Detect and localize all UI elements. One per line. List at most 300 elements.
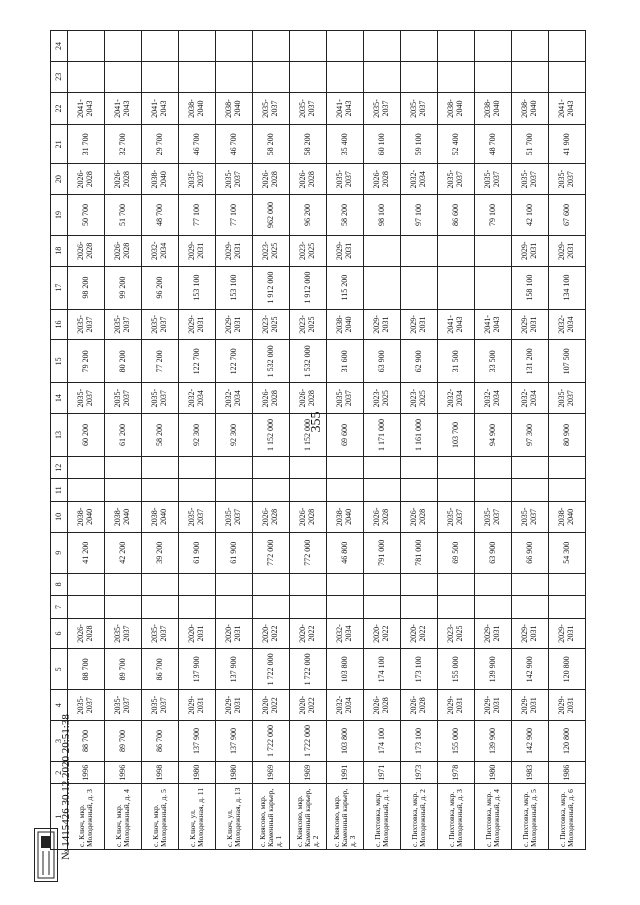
table-cell: 2035-2037 [68,309,105,340]
table-cell: 69 500 [438,532,475,573]
table-cell: 158 100 [512,266,549,309]
table-cell: 63 900 [475,532,512,573]
column-header: 24 [51,31,68,62]
table-cell [290,456,327,479]
table-cell [216,479,253,502]
table-cell: 137 900 [216,721,253,762]
column-header: 15 [51,340,68,383]
table-cell: 2023-2025 [290,309,327,340]
table-cell: 2035-2037 [401,92,438,125]
table-cell: 2029-2031 [216,235,253,266]
table-cell: 2041-2043 [68,92,105,125]
table-cell: 2035-2037 [512,164,549,195]
table-cell: 173 100 [401,649,438,690]
table-cell: 67 600 [549,194,586,235]
table-cell: 2035-2037 [216,164,253,195]
table-cell: 2032-2034 [179,383,216,414]
column-header: 13 [51,414,68,457]
table-cell: 58 200 [327,194,364,235]
table-cell [401,479,438,502]
table-cell [253,573,290,596]
table-cell [512,61,549,92]
table-row [216,31,253,850]
table-row [327,31,364,850]
table-cell [549,596,586,619]
table-cell: 2035-2037 [549,164,586,195]
document-registration-mark [60,600,76,860]
table-cell: 99 200 [105,266,142,309]
table-cell: 2038-2040 [142,164,179,195]
table-cell [105,61,142,92]
table-cell [512,31,549,62]
table-cell: 60 200 [68,414,105,457]
table-cell [364,573,401,596]
table-cell [438,479,475,502]
table-cell: 2029-2031 [179,235,216,266]
table-cell [290,573,327,596]
table-cell: 772 000 [253,532,290,573]
column-header: 9 [51,532,68,573]
table-cell: 39 200 [142,532,179,573]
table-cell: 2038-2040 [327,502,364,533]
table-cell: 2038-2040 [142,502,179,533]
table-cell: 2029-2031 [364,309,401,340]
table-cell: 2020-2022 [290,690,327,721]
table-cell: 1 912 000 [290,266,327,309]
table-cell: 772 000 [290,532,327,573]
table-cell: 2041-2043 [105,92,142,125]
table-cell: 153 100 [179,266,216,309]
table-cell [290,479,327,502]
table-cell: 77 100 [179,194,216,235]
table-cell [253,596,290,619]
table-cell: 1996 [68,761,105,784]
table-cell [401,31,438,62]
address-cell: с. Ключ, ул. Молодежная, д. 11 [179,784,216,850]
address-cell: с. Ключ, мкр. Молодежный, д. 3 [68,784,105,850]
table-cell [401,573,438,596]
table-cell: 69 600 [327,414,364,457]
column-header: 12 [51,456,68,479]
table-cell [105,479,142,502]
table-cell: 173 100 [401,721,438,762]
address-cell: с. Ключ, ул. Молодежная, д. 13 [216,784,253,850]
capital-repair-table [50,30,586,850]
table-cell: 77 200 [142,340,179,383]
table-cell [475,479,512,502]
table-cell [290,596,327,619]
table-cell: 2035-2037 [364,92,401,125]
address-cell: с. Пихтовка, мкр. Молодежный, д. 2 [401,784,438,850]
table-cell [68,61,105,92]
table-cell: 1973 [401,761,438,784]
table-cell: 2035-2037 [438,502,475,533]
table-cell [327,479,364,502]
table-cell: 1991 [327,761,364,784]
table-cell: 2035-2037 [216,502,253,533]
table-cell: 2020-2031 [216,618,253,649]
table-cell [179,61,216,92]
table-cell: 1980 [216,761,253,784]
table-cell: 2038-2040 [549,502,586,533]
table-cell: 88 700 [68,721,105,762]
table-cell: 2026-2028 [68,164,105,195]
table-cell: 2029-2031 [512,690,549,721]
table-cell: 2029-2031 [438,690,475,721]
table-cell: 46 800 [327,532,364,573]
table-cell: 2026-2028 [364,690,401,721]
table-cell [549,61,586,92]
table-cell: 2035-2037 [179,502,216,533]
table-cell: 2029-2031 [549,618,586,649]
table-cell: 62 900 [401,340,438,383]
table-cell: 2035-2037 [105,690,142,721]
table-cell: 54 300 [549,532,586,573]
table-cell: 2035-2037 [512,502,549,533]
table-cell: 2041-2043 [142,92,179,125]
table-cell [401,596,438,619]
table-cell [105,456,142,479]
table-cell: 66 900 [512,532,549,573]
table-cell [512,479,549,502]
table-cell: 2035-2037 [549,383,586,414]
table-cell: 2041-2043 [549,92,586,125]
table-cell: 139 900 [475,649,512,690]
table-cell: 1 722 000 [253,721,290,762]
table-cell: 1969 [253,761,290,784]
table-cell: 2023-2025 [438,618,475,649]
table-cell [475,573,512,596]
table-cell: 31 500 [438,340,475,383]
column-header: 3 [51,721,68,762]
table-cell: 155 000 [438,721,475,762]
table-cell: 1 152 000 [290,414,327,457]
table-cell [549,479,586,502]
table-cell: 58 200 [253,125,290,164]
table-cell [327,573,364,596]
table-cell: 2029-2031 [512,235,549,266]
table-cell: 46 700 [216,125,253,164]
table-cell [438,573,475,596]
table-cell [142,596,179,619]
table-cell: 122 700 [179,340,216,383]
table-cell: 41 200 [68,532,105,573]
table-cell: 1 532 000 [253,340,290,383]
table-cell: 2035-2037 [142,618,179,649]
table-cell: 61 200 [105,414,142,457]
table-cell: 94 900 [475,414,512,457]
table-cell: 2032-2034 [438,383,475,414]
table-cell: 2023-2025 [253,309,290,340]
table-cell: 137 900 [179,721,216,762]
table-cell: 2035-2037 [68,383,105,414]
table-cell [327,596,364,619]
table-cell [179,479,216,502]
address-cell: с. Киясово, мкр. Каменный карьер, д. 2 [290,784,327,850]
table-cell [549,573,586,596]
table-cell: 1986 [549,761,586,784]
table-body [68,31,586,850]
page-number: 355 [309,411,324,433]
table-cell: 96 200 [290,194,327,235]
table-cell: 2029-2031 [401,309,438,340]
table-cell: 1 912 000 [253,266,290,309]
table-cell: 80 900 [549,414,586,457]
table-cell: 42 200 [105,532,142,573]
table-cell: 61 900 [216,532,253,573]
table-cell: 2026-2028 [364,164,401,195]
table-cell: 2032-2034 [401,164,438,195]
table-cell: 2029-2031 [549,235,586,266]
table-cell: 89 700 [105,649,142,690]
column-header: 2 [51,761,68,784]
table-cell: 103 700 [438,414,475,457]
table-cell: 32 700 [105,125,142,164]
table-cell: 2032-2034 [512,383,549,414]
table-cell [179,31,216,62]
table-cell: 2041-2043 [475,309,512,340]
table-cell [253,456,290,479]
table-cell [327,61,364,92]
table-cell [364,61,401,92]
table-cell: 86 600 [438,194,475,235]
table-cell: 2035-2037 [179,164,216,195]
table-cell: 139 900 [475,721,512,762]
table-cell: 63 900 [364,340,401,383]
table-cell [438,235,475,266]
address-cell: с. Пихтовка, мкр. Молодежный, д. 6 [549,784,586,850]
table-cell: 48 700 [475,125,512,164]
table-cell: 115 200 [327,266,364,309]
table-cell: 1978 [438,761,475,784]
table-cell: 1 161 000 [401,414,438,457]
table-cell: 86 700 [142,649,179,690]
table-cell [438,456,475,479]
table-cell: 2026-2028 [68,235,105,266]
table-cell: 2035-2037 [327,383,364,414]
table-cell [142,573,179,596]
table-cell: 50 700 [68,194,105,235]
table-cell: 59 100 [401,125,438,164]
table-row [512,31,549,850]
table-cell [253,479,290,502]
table-cell [475,456,512,479]
table-cell [68,479,105,502]
table-cell [475,235,512,266]
table-cell: 2029-2031 [327,235,364,266]
column-header: 19 [51,194,68,235]
table-cell [216,456,253,479]
column-header: 6 [51,618,68,649]
table-cell: 1983 [512,761,549,784]
rotated-table-container [50,30,580,850]
table-cell [179,456,216,479]
table-cell [327,31,364,62]
table-cell [68,456,105,479]
address-cell: с. Пихтовка, мкр. Молодежный, д. 5 [512,784,549,850]
table-cell [68,31,105,62]
table-row [142,31,179,850]
column-header: 5 [51,649,68,690]
table-cell: 2029-2031 [179,309,216,340]
table-cell [216,31,253,62]
table-cell [105,596,142,619]
table-cell: 31 700 [68,125,105,164]
table-row [290,31,327,850]
table-cell: 103 800 [327,721,364,762]
table-cell: 58 200 [290,125,327,164]
table-cell: 2032-2034 [216,383,253,414]
column-header: 4 [51,690,68,721]
column-header: 1 [51,784,68,850]
table-cell [475,266,512,309]
table-cell: 791 000 [364,532,401,573]
column-header: 8 [51,573,68,596]
table-cell: 2029-2031 [475,618,512,649]
table-cell: 97 100 [401,194,438,235]
table-cell: 2035-2037 [68,690,105,721]
address-cell: с. Пихтовка, мкр. Молодежный, д. 4 [475,784,512,850]
table-cell: 2035-2037 [327,164,364,195]
table-cell: 2038-2040 [68,502,105,533]
table-cell [475,61,512,92]
table-cell: 134 100 [549,266,586,309]
table-cell [475,31,512,62]
table-cell: 51 700 [105,194,142,235]
column-header: 23 [51,61,68,92]
table-cell: 2026-2028 [105,164,142,195]
table-cell: 58 200 [142,414,179,457]
table-cell: 2023-2025 [253,235,290,266]
table-cell [142,31,179,62]
address-cell: с. Киясово, мкр. Каменный карьер, д. 3 [327,784,364,850]
table-cell: 2029-2031 [216,309,253,340]
table-cell: 1971 [364,761,401,784]
table-row [438,31,475,850]
table-cell: 142 900 [512,649,549,690]
table-cell: 2038-2040 [216,92,253,125]
table-cell: 2029-2031 [512,618,549,649]
table-cell: 122 700 [216,340,253,383]
table-cell [438,31,475,62]
table-cell: 2038-2040 [438,92,475,125]
table-cell [512,456,549,479]
table-cell: 2035-2037 [105,618,142,649]
table-cell [216,573,253,596]
table-cell: 92 300 [216,414,253,457]
table-cell [290,61,327,92]
table-cell: 2035-2037 [475,502,512,533]
table-cell: 35 400 [327,125,364,164]
table-cell: 1 722 000 [253,649,290,690]
table-cell: 2029-2031 [512,309,549,340]
table-cell: 1 152 000 [253,414,290,457]
table-cell [364,596,401,619]
table-cell [290,31,327,62]
table-cell: 97 300 [512,414,549,457]
table-cell: 2032-2034 [327,690,364,721]
table-cell: 33 500 [475,340,512,383]
table-cell [512,596,549,619]
table-cell [364,235,401,266]
address-cell: с. Пихтовка, мкр. Молодежный, д. 1 [364,784,401,850]
table-cell: 2035-2037 [142,309,179,340]
table-cell: 61 900 [179,532,216,573]
table-cell: 103 800 [327,649,364,690]
address-cell: с. Ключ, мкр. Молодежный, д. 5 [142,784,179,850]
table-cell: 2035-2037 [105,383,142,414]
column-header: 22 [51,92,68,125]
column-header: 10 [51,502,68,533]
table-cell [105,31,142,62]
table-cell [68,573,105,596]
table-cell: 2032-2034 [549,309,586,340]
table-cell: 2038-2040 [105,502,142,533]
table-cell: 2035-2037 [142,690,179,721]
table-cell [364,456,401,479]
table-cell: 2035-2037 [105,309,142,340]
table-cell: 174 100 [364,649,401,690]
table-cell: 2032-2034 [142,235,179,266]
table-cell [401,235,438,266]
table-cell: 2020-2022 [401,618,438,649]
column-header: 14 [51,383,68,414]
table-cell: 98 100 [364,194,401,235]
table-cell: 2026-2028 [290,164,327,195]
table-cell: 2020-2022 [364,618,401,649]
table-cell [364,266,401,309]
table-cell: 42 100 [512,194,549,235]
table-cell [549,31,586,62]
table-cell: 2026-2028 [68,618,105,649]
table-cell [216,596,253,619]
table-cell: 120 800 [549,649,586,690]
table-cell: 174 100 [364,721,401,762]
table-cell: 2026-2028 [364,502,401,533]
table-cell: 29 700 [142,125,179,164]
address-cell: с. Ключ, мкр. Молодежный, д. 4 [105,784,142,850]
table-cell: 1980 [179,761,216,784]
table-cell [253,61,290,92]
table-cell [142,61,179,92]
table-cell: 98 200 [68,266,105,309]
table-cell: 107 500 [549,340,586,383]
table-cell: 2023-2025 [401,383,438,414]
table-cell: 2035-2037 [142,383,179,414]
table-cell: 2038-2040 [475,92,512,125]
table-cell [179,573,216,596]
column-header: 7 [51,596,68,619]
table-cell: 2032-2034 [327,618,364,649]
table-cell: 2035-2037 [290,92,327,125]
table-cell: 1 171 000 [364,414,401,457]
table-cell: 2029-2031 [549,690,586,721]
column-header: 17 [51,266,68,309]
table-cell: 2020-2031 [179,618,216,649]
table-cell: 92 300 [179,414,216,457]
table-cell: 131 200 [512,340,549,383]
table-cell: 2026-2028 [253,164,290,195]
table-cell: 2041-2043 [438,309,475,340]
table-cell [216,61,253,92]
table-cell: 2029-2031 [475,690,512,721]
table-row [105,31,142,850]
table-cell [364,31,401,62]
table-cell: 77 100 [216,194,253,235]
table-cell: 2023-2025 [364,383,401,414]
table-cell: 2038-2040 [179,92,216,125]
table-row [549,31,586,850]
